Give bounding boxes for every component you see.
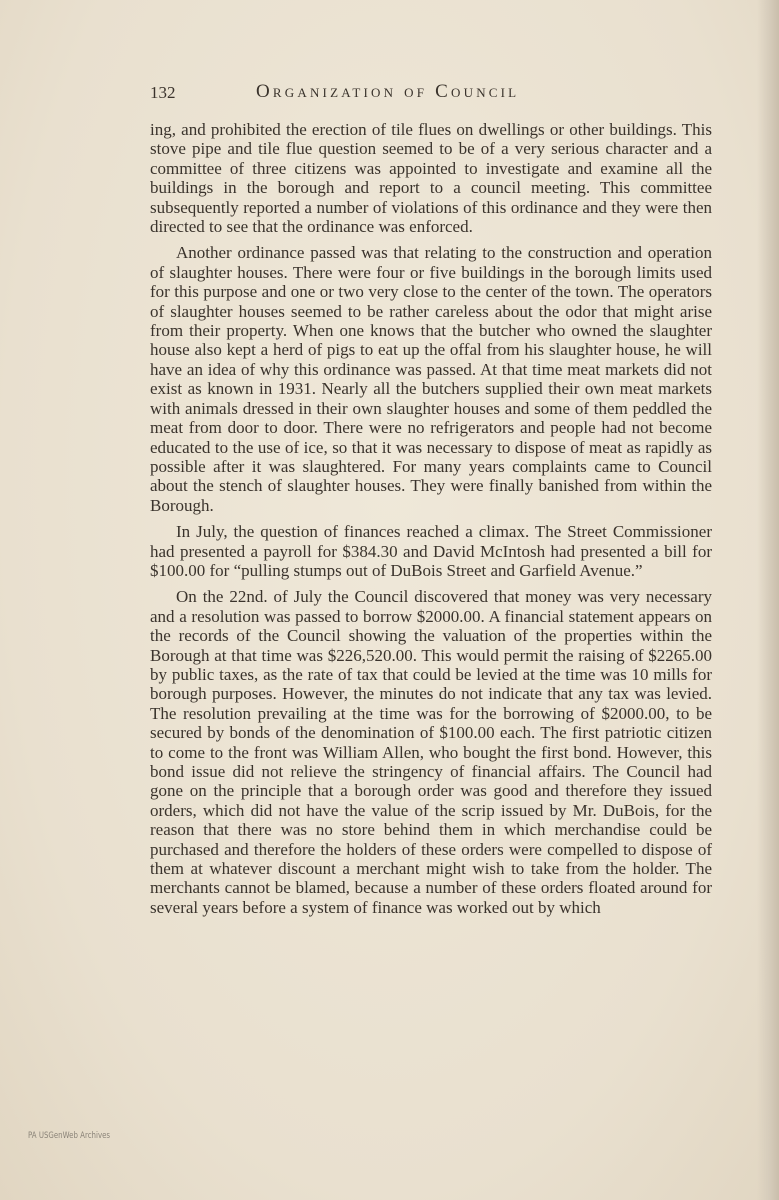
paragraph-continued: ing, and prohibited the erection of tile flues on dwellings or other buildings. This stove pipe and tile flue question seemed to be of a very serious character and a committee of three citizens was appointed to investigate and examine all the buildings in the borough and report to a council meeting. This committee subsequently reported a number of violations of this ordinance and they were then directed to see that the ordinance was enforced. [150, 120, 712, 237]
paragraph-bond-issue: On the 22nd. of July the Council discovered that money was very necessary and a resolution was passed to borrow $2000.00. A financial statement appears on the records of the Council showing the valuation of the properties within the Borough at that time was $226,520.00. This would permit the raising of $2265.00 by public taxes, as the rate of tax that could be levied at the time was 10 mills for borough purposes. However, the minutes do not indicate that any tax was levied. The resolution prevailing at the time was for the borrowing of $2000.00, to be secured by bonds of the denomination of $100.00 each. The first patriotic citizen to come to the front was William Allen, who bought the first bond. However, this bond issue did not relieve the stringency of financial affairs. The Council had gone on the principle that a borough order was good and therefore they issued orders, which did not have the value of the scrip issued by Mr. DuBois, for the reason that there was no store behind them in which merchandise could be purchased and therefore the holders of these orders were compelled to dispose of them at whatever discount a merchant might wish to take from the holder. The merchants cannot be blamed, because a number of these orders floated around for several years before a system of finance was worked out by which [150, 587, 712, 917]
archive-watermark: PA USGenWeb Archives [28, 1131, 111, 1141]
paragraph-slaughter-houses: Another ordinance passed was that relating to the construction and operation of slaughter houses. There were four or five buildings in the borough limits used for this purpose and one or two very close to the center of the town. The operators of slaughter houses seemed to be rather careless about the odor that might arise from their property. When one knows that the butcher who owned the slaughter house also kept a herd of pigs to eat up the offal from his slaughter house, he will have an idea of why this ordinance was passed. At that time meat markets did not exist as known in 1931. Nearly all the butchers supplied their own meat markets with animals dressed in their own slaughter houses and some of them peddled the meat from door to door. There were no refrigerators and people had not become educated to the use of ice, so that it was necessary to dispose of meat as rapidly as possible after it was slaughtered. For many years complaints came to Council about the stench of slaughter houses. They were finally banished from within the Borough. [150, 243, 712, 515]
running-title: Organization of Council [256, 81, 520, 102]
page-number: 132 [150, 83, 176, 102]
body-text [150, 120, 712, 924]
running-head [150, 81, 620, 109]
paragraph-finances-july: In July, the question of finances reached a climax. The Street Commissioner had presented a payroll for $384.30 and David McIntosh had presented a bill for $100.00 for “pulling stumps out of DuBois Street and Garfield Avenue.” [150, 522, 712, 580]
page-edge-shadow [757, 0, 779, 1200]
